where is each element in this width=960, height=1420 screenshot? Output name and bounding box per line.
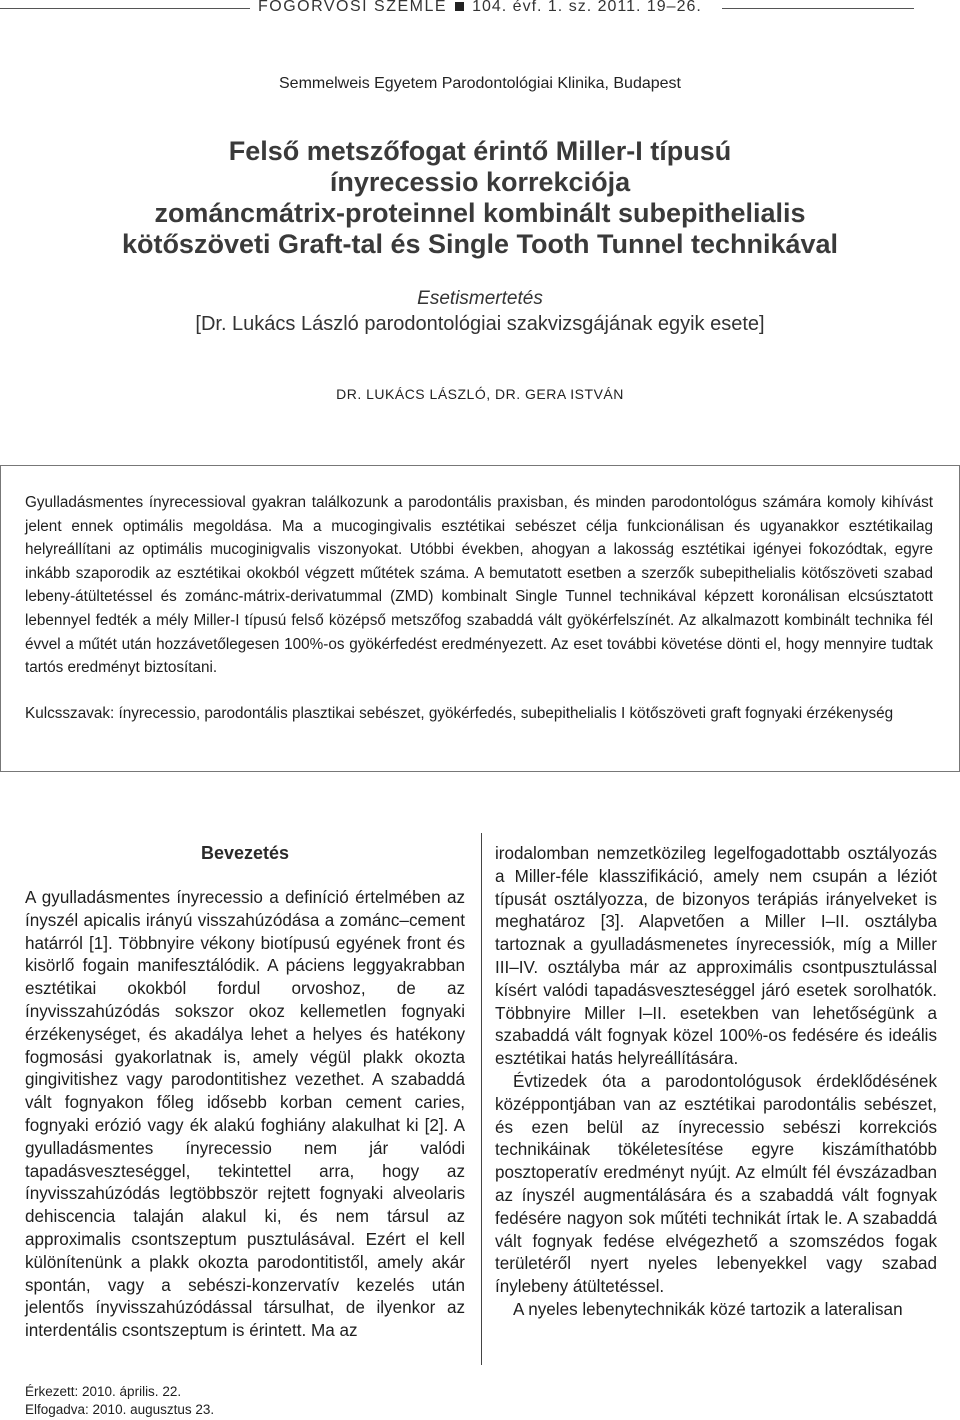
title-line: zománcmátrix-proteinnel kombinált subepithelialis	[154, 198, 806, 228]
running-header	[0, 0, 960, 18]
title-line: Felső metszőfogat érintő Miller-I típusú	[228, 136, 732, 166]
title-line: ínyrecessio korrekciója	[329, 167, 631, 197]
square-bullet-icon	[455, 2, 464, 11]
received-date: Érkezett: 2010. április. 22.	[25, 1384, 182, 1399]
article-note: [Dr. Lukács László parodontológiai szakvizsgájának egyik esete]	[195, 313, 765, 335]
authors: DR. LUKÁCS LÁSZLÓ, DR. GERA ISTVÁN	[336, 386, 624, 402]
accepted-date: Elfogadva: 2010. augusztus 23.	[25, 1402, 215, 1417]
paragraph: Évtizedek óta a parodontológusok érdeklődésének középpontjában van az esztétikai parodontális sebészet, és ezen belül az ínyrecessio sebészi korrekciós technikáinak tökéletesítése egyre kiszámíthatóbb posztoperatív eredményt nyújt. Az elmúlt fél évszázadban az ínyszél augmentálására és a szabaddá vált fognyak fedésére nagyon sok műtéti technikát írtak le. A szabaddá vált fognyak fedése elvégezhető a szomszédos fogak területéről nyert nyeles lebenyekkel vagy szabad ínylebeny átültetéssel.	[495, 1071, 937, 1297]
article-title	[0, 136, 960, 260]
keywords: Kulcsszavak: ínyrecessio, parodontális plasztikai sebészet, gyökérfedés, subepithelialis I kötőszöveti graft fognyaki érzékenység	[25, 705, 894, 722]
header-rule-right	[722, 8, 914, 9]
journal-name: FOGORVOSI SZEMLE	[258, 0, 448, 15]
abstract: Gyulladásmentes ínyrecessioval gyakran találkozunk a parodontális praxisban, és minden parodontológus számára komoly kihívást jelent ennek optimális megoldása. Ma a mucogingivalis esztétikai sebészet célja funkcionálisan és ugyanakkor esztétikailag helyreállítani az optimális mucoginigvalis viszonyokat. Utóbbi években, ahogyan a lakosság esztétikai igényei fokozódtak, egyre inkább szaporodik az esztétikai okokból végzett műtétek száma. A bemutatott esetben a szerzők subepithelialis kötőszöveti szabad lebeny-átültetéssel és zománc-mátrix-derivatummal (ZMD) kombinalt Single Tunnel technikával képzett koronálisan elcsúsztatott lebennyel fedték a mély Miller-I típusú felső középső metszőfog szabaddá vált gyökérfelszínét. Az alkalmazott kombinált technika fél évvel a műtét után hozzávetőlegesen 100%-os gyökérfedést eredményezett. Az eset további követése dönti el, hogy mennyire tudtak tartós eredményt biztosítani.	[25, 494, 933, 677]
paragraph: irodalomban nemzetközileg legelfogadottabb osztályozás a Miller-féle klasszifikáció, amely nem csupán a léziót típusát osztályozza, de bizonyos terápiás irányelveket is meghatároz [3]. Alapvetően a Miller I–II. osztályba tartoznak a gyulladásmenetes ínyrecessiók, míg a Miller III–IV. osztályba már az approximális csontpusztulással kísért valódi tapadásveszteséggel járó esetek sorolhatók. Többnyire Miller I–II. esetekben van lehetőségünk a szabaddá vált fognyak közel 100%-os fedésére és ideális esztétikai hatás helyreállítására.	[495, 844, 937, 1069]
submission-dates	[25, 1383, 214, 1419]
paragraph: A nyeles lebenytechnikák közé tartozik a lateralisan	[513, 1299, 903, 1319]
header-rule-left	[0, 8, 250, 9]
column-divider	[481, 833, 482, 1365]
citation: 104. évf. 1. sz. 2011. 19–26.	[472, 0, 702, 15]
affiliation: Semmelweis Egyetem Parodontológiai Klinika, Budapest	[279, 75, 681, 92]
section-heading: Bevezetés	[200, 843, 290, 863]
right-column	[495, 843, 937, 1322]
left-column-text: A gyulladásmentes ínyrecessio a definíció értelmében az ínyszél apicalis irányú visszahúzódása a zománc–cement határról [1]. Többnyire vékony biotípusú egyének front és kisörlő fogain manifesztálódik. A páciens leggyakrabban esztétikai okokból fordul orvoshoz, de az ínyvisszahúzódás sokszor okoz kellemetlen fognyaki érzékenységet, és akadálya lehet a helyes és hatékony fogmosási gyakorlatnak is, amely végül plakk okozta gingivitishez vagy parodontitishez vezethet. A szabaddá vált fognyakon főleg idősebb korban cement caries, fognyaki erózió vagy ék alakú foghiány alakulhat ki [2]. A gyulladásmentes ínyrecessio nem jár valódi tapadásveszteséggel, tekintettel arra, hogy az ínyvisszahúzódás legtöbbször rejtett fognyaki alveolaris dehiscencia talaján alakul ki, és nem társul az approximalis csontszeptum pusztulásával. Ezért el kell különítenünk a plakk okozta parodontitistől, amely akár spontán, vagy a sebészi-konzervatív kezelés után jelentős ínyvisszahúzódással társulhat, de ilyenkor az interdentális csontszeptum is érintett. Ma az	[25, 888, 465, 1341]
header-text	[258, 0, 702, 16]
title-line: kötőszöveti Graft-tal és Single Tooth Tunnel technikával	[121, 229, 839, 259]
article-type: Esetismertetés	[417, 288, 543, 309]
